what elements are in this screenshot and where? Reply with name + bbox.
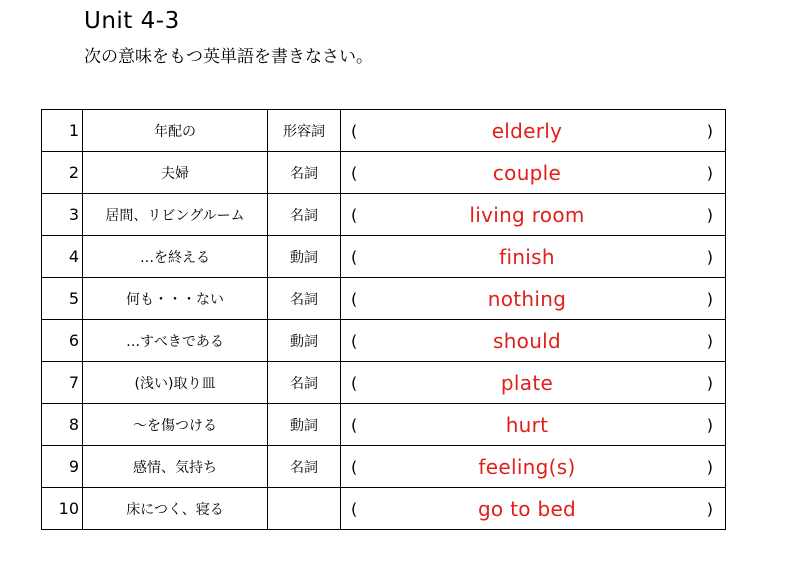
table-row (42, 488, 726, 530)
close-paren: ) (706, 373, 713, 392)
row-number: 8 (42, 404, 83, 446)
close-paren: ) (706, 121, 713, 140)
open-paren: ( (351, 163, 358, 182)
row-number: 5 (42, 278, 83, 320)
japanese-meaning: 感情、気持ち (83, 446, 268, 488)
part-of-speech: 形容詞 (268, 110, 341, 152)
part-of-speech: 名詞 (268, 278, 341, 320)
row-number: 6 (42, 320, 83, 362)
part-of-speech: 名詞 (268, 194, 341, 236)
table-row (42, 278, 726, 320)
close-paren: ) (706, 415, 713, 434)
row-number: 3 (42, 194, 83, 236)
answer-word: plate (500, 370, 554, 395)
answer-word: living room (469, 202, 585, 227)
answer-cell (341, 488, 726, 530)
answer-word: feeling(s) (478, 454, 576, 479)
row-number: 7 (42, 362, 83, 404)
open-paren: ( (351, 415, 358, 434)
open-paren: ( (351, 289, 358, 308)
row-number: 9 (42, 446, 83, 488)
table-row (42, 236, 726, 278)
answer-word: go to bed (477, 496, 577, 521)
close-paren: ) (706, 163, 713, 182)
japanese-meaning: 夫婦 (83, 152, 268, 194)
part-of-speech: 名詞 (268, 446, 341, 488)
open-paren: ( (351, 121, 358, 140)
table-row (42, 194, 726, 236)
close-paren: ) (706, 247, 713, 266)
answer-cell (341, 320, 726, 362)
answer-cell (341, 362, 726, 404)
table-row (42, 362, 726, 404)
japanese-meaning: 何も・・・ない (83, 278, 268, 320)
open-paren: ( (351, 499, 358, 518)
open-paren: ( (351, 247, 358, 266)
japanese-meaning: (浅い)取り皿 (83, 362, 268, 404)
japanese-meaning: …を終える (83, 236, 268, 278)
close-paren: ) (706, 457, 713, 476)
vocab-table (41, 109, 726, 530)
answer-cell (341, 278, 726, 320)
table-row (42, 446, 726, 488)
answer-cell (341, 110, 726, 152)
table-row (42, 110, 726, 152)
part-of-speech: 動詞 (268, 236, 341, 278)
japanese-meaning: 居間、リビングルーム (83, 194, 268, 236)
open-paren: ( (351, 205, 358, 224)
row-number: 1 (42, 110, 83, 152)
answer-word: finish (499, 244, 555, 269)
part-of-speech: 名詞 (268, 362, 341, 404)
table-row (42, 320, 726, 362)
close-paren: ) (706, 205, 713, 224)
answer-cell (341, 236, 726, 278)
answer-cell (341, 152, 726, 194)
part-of-speech: 動詞 (268, 320, 341, 362)
answer-cell (341, 194, 726, 236)
open-paren: ( (351, 331, 358, 350)
page-title: Unit 4-3 (84, 8, 180, 34)
close-paren: ) (706, 331, 713, 350)
instruction-text: 次の意味をもつ英単語を書きなさい。 (84, 47, 373, 67)
answer-cell (341, 404, 726, 446)
table-row (42, 404, 726, 446)
row-number: 10 (42, 488, 83, 530)
japanese-meaning: 年配の (83, 110, 268, 152)
japanese-meaning: …すべきである (83, 320, 268, 362)
open-paren: ( (351, 373, 358, 392)
open-paren: ( (351, 457, 358, 476)
answer-word: should (492, 328, 562, 353)
answer-word: nothing (487, 286, 567, 311)
part-of-speech: 動詞 (268, 404, 341, 446)
answer-word: elderly (491, 118, 563, 143)
part-of-speech (268, 488, 341, 530)
answer-cell (341, 446, 726, 488)
table-row (42, 152, 726, 194)
row-number: 2 (42, 152, 83, 194)
answer-word: couple (492, 160, 562, 185)
close-paren: ) (706, 289, 713, 308)
part-of-speech: 名詞 (268, 152, 341, 194)
japanese-meaning: ～を傷つける (83, 404, 268, 446)
japanese-meaning: 床につく、寝る (83, 488, 268, 530)
row-number: 4 (42, 236, 83, 278)
close-paren: ) (706, 499, 713, 518)
answer-word: hurt (505, 412, 549, 437)
